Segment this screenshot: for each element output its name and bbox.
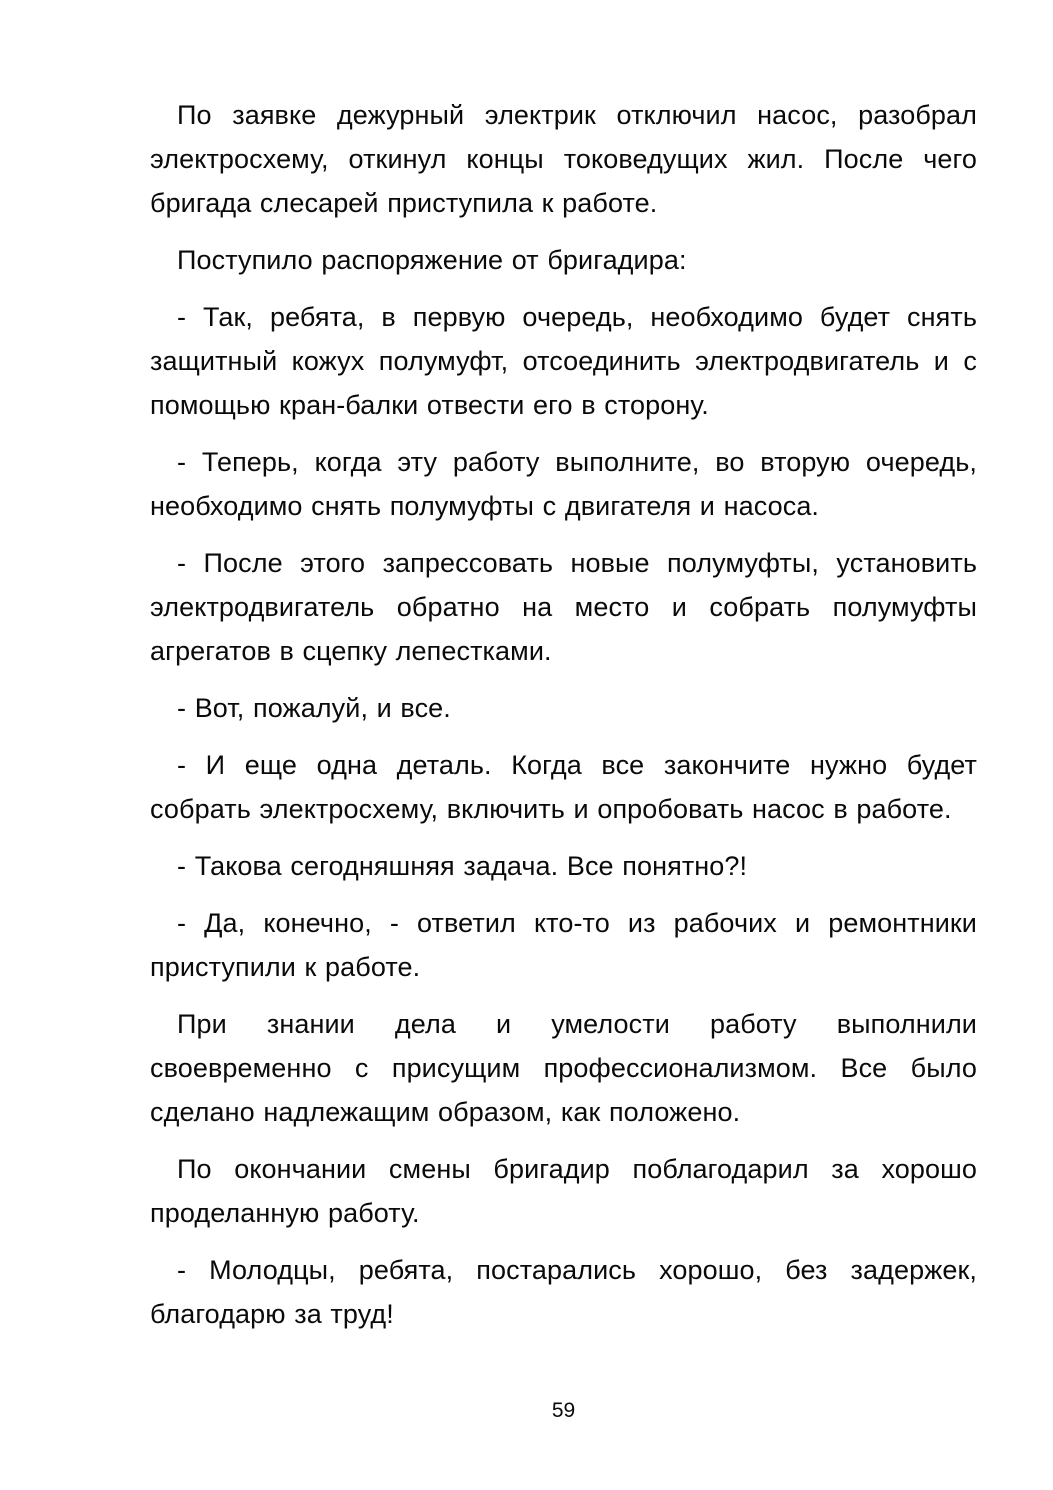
page-number: 59 [551, 1399, 576, 1422]
paragraph: - Да, конечно, - ответил кто-то из рабочих и ремонтники приступили к работе. [150, 908, 977, 982]
paragraph: По окончании смены бригадир поблагодарил за хорошо проделанную работу. [150, 1154, 977, 1228]
paragraph: - Молодцы, ребята, постарались хорошо, без задержек, благодарю за труд! [150, 1255, 977, 1329]
paragraph: - Вот, пожалуй, и все. [177, 693, 451, 723]
paragraph: - После этого запрессовать новые полумуфты, установить электродвигатель обратно на место и собрать полумуфты агрегатов в сцепку лепестками. [150, 548, 977, 666]
paragraph: При знании дела и умелости работу выполнили своевременно с присущим профессионализмом. Все было сделано надлежащим образом, как положено. [150, 1009, 977, 1127]
paragraph: Поступило распоряжение от бригадира: [177, 245, 687, 275]
paragraph: - Теперь, когда эту работу выполните, во вторую очередь, необходимо снять полумуфты с двигателя и насоса. [150, 447, 977, 521]
paragraph: - И еще одна деталь. Когда все закончите нужно будет собрать электросхему, включить и опробовать насос в работе. [150, 750, 977, 824]
paragraph: По заявке дежурный электрик отключил насос, разобрал электросхему, откинул концы токоведущих жил. После чего бригада слесарей приступила к работе. [150, 100, 977, 218]
paragraph: - Так, ребята, в первую очередь, необходимо будет снять защитный кожух полумуфт, отсоединить электродвигатель и с помощью кран-балки отвести его в сторону. [150, 302, 977, 420]
paragraph: - Такова сегодняшняя задача. Все понятно?! [177, 851, 748, 881]
